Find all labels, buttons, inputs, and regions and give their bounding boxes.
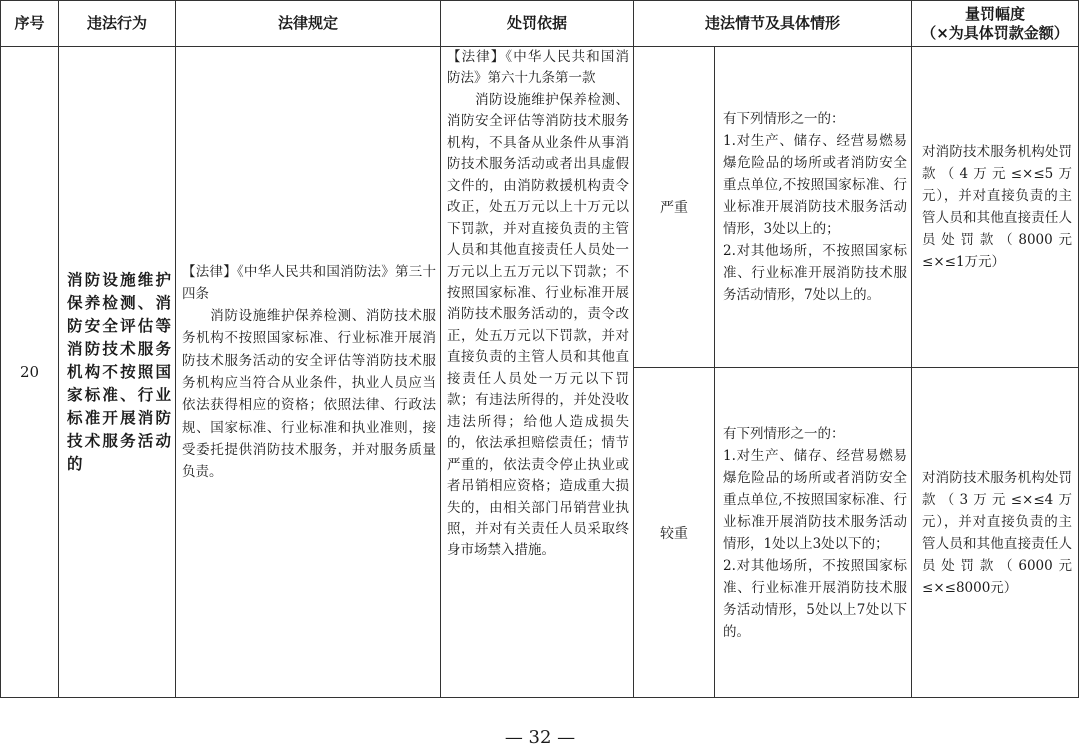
circumstance-detail-serious: 有下列情形之一的： 1.对生产、储存、经营易燃易爆危险品的场所或者消防安全重点单位,不按照国家标准、行业标准开展消防技术服务活动情形，3处以上的； 2.对其他场所，不按照国家标准、行业标准开展消防技术服务活动情形，7处以上的。	[715, 47, 912, 368]
legal-provision: 【法律】《中华人民共和国消防法》第三十四条 消防设施维护保养检测、消防技术服务机构不按照国家标准、行业标准开展消防技术服务活动的安全评估等消防技术服务机构应当符合从业条件，执业人员应当依法获得相应的资格；依照法律、行政法规、国家标准、行业标准和执业准则，接受委托提供消防技术服务，并对服务质量负责。	[176, 47, 441, 698]
header-basis: 处罚依据	[441, 1, 634, 47]
circumstance-detail-moderate: 有下列情形之一的： 1.对生产、储存、经营易燃易爆危险品的场所或者消防安全重点单位,不按照国家标准、行业标准开展消防技术服务活动情形，1处以上3处以下的； 2.对其他场所，不按照国家标准、行业标准开展消防技术服务活动情形，5处以上7处以下的。	[715, 368, 912, 698]
table-header-row	[1, 1, 1079, 47]
header-law: 法律规定	[176, 1, 441, 47]
table-row	[1, 47, 1079, 368]
severity-level-serious: 严重	[634, 47, 715, 368]
header-range: 量罚幅度 （×为具体罚款金额）	[912, 1, 1079, 47]
row-number: 20	[1, 47, 59, 698]
header-no: 序号	[1, 1, 59, 47]
header-behavior: 违法行为	[59, 1, 176, 47]
severity-level-moderate: 较重	[634, 368, 715, 698]
penalty-range-moderate: 对消防技术服务机构处罚款（3万元≤×≤4万元），并对直接负责的主管人员和其他直接责任人员处罚款（6000元≤×≤8000元）	[912, 368, 1079, 698]
violation-behavior: 消防设施维护保养检测、消防安全评估等消防技术服务机构不按照国家标准、行业标准开展消防技术服务活动的	[59, 47, 176, 698]
penalty-range-serious: 对消防技术服务机构处罚款（4万元≤×≤5万元），并对直接负责的主管人员和其他直接责任人员处罚款（8000元≤×≤1万元）	[912, 47, 1079, 368]
penalty-basis: 【法律】《中华人民共和国消防法》第六十九条第一款 消防设施维护保养检测、消防安全评估等消防技术服务机构，不具备从业条件从事消防技术服务活动或者出具虚假文件的，由消防救援机构责令改正，处五万元以上十万元以下罚款，并对直接负责的主管人员和其他直接责任人员处一万元以上五万元以下罚款；不按照国家标准、行业标准开展消防技术服务活动的，责令改正，处五万元以下罚款，并对直接负责的主管人员和其他直接责任人员处一万元以下罚款；有违法所得的，并处没收违法所得；给他人造成损失的，依法承担赔偿责任；情节严重的，依法责令停止执业或者吊销相应资格；造成重大损失的，由相关部门吊销营业执照，并对有关责任人员采取终身市场禁入措施。	[441, 47, 634, 698]
header-circumstances: 违法情节及具体情形	[634, 1, 912, 47]
page-number: — 32 —	[504, 727, 576, 748]
